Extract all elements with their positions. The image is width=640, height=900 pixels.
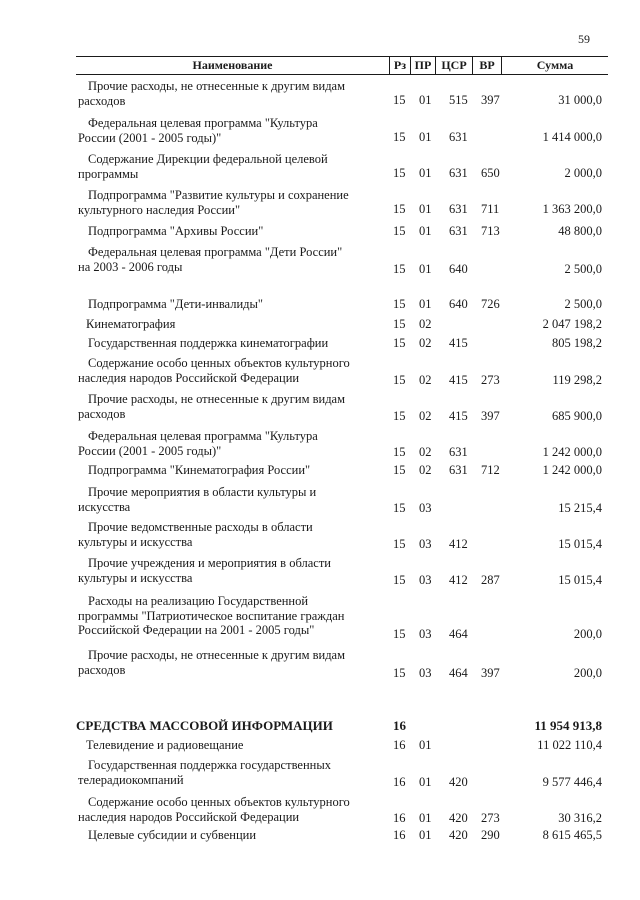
row-pr: 01 <box>419 166 432 180</box>
row-rz: 15 <box>393 202 406 216</box>
header-name: Наименование <box>192 58 273 72</box>
row-sum: 2 000,0 <box>564 166 602 180</box>
row-name: СРЕДСТВА МАССОВОЙ ИНФОРМАЦИИ <box>76 718 333 733</box>
row-rz: 15 <box>393 666 406 680</box>
row-csr: 415 <box>449 409 468 423</box>
row-vr: 397 <box>481 409 500 423</box>
row-name: Прочие расходы, не отнесенные к другим видам расходов <box>78 392 346 421</box>
row-sum: 1 242 000,0 <box>542 463 602 477</box>
row-sum: 8 615 465,5 <box>542 828 602 842</box>
row-rz: 16 <box>393 775 406 789</box>
row-vr: 713 <box>481 224 500 238</box>
row-rz: 15 <box>393 573 406 587</box>
row-pr: 01 <box>419 811 432 825</box>
row-pr: 02 <box>419 317 432 331</box>
row-csr: 412 <box>449 573 468 587</box>
row-vr: 711 <box>481 202 500 216</box>
row-rz: 15 <box>393 297 406 311</box>
row-name: Содержание особо ценных объектов культурного наследия народов Российской Федерации <box>78 795 350 824</box>
row-name: Подпрограмма "Развитие культуры и сохранение культурного наследия России" <box>78 188 349 217</box>
row-pr: 02 <box>419 409 432 423</box>
row-rz: 15 <box>393 373 406 387</box>
header-sum: Сумма <box>536 58 574 72</box>
row-sum: 119 298,2 <box>552 373 602 387</box>
header-rz: Рз <box>393 58 407 72</box>
row-sum: 15 215,4 <box>558 501 602 515</box>
row-pr: 01 <box>419 828 432 842</box>
row-vr: 397 <box>481 666 500 680</box>
row-sum: 15 015,4 <box>558 573 602 587</box>
row-sum: 15 015,4 <box>558 537 602 551</box>
row-name: Содержание особо ценных объектов культурного наследия народов Российской Федерации <box>78 356 350 385</box>
row-vr: 712 <box>481 463 500 477</box>
row-name: Прочие ведомственные расходы в области культуры и искусства <box>78 520 313 549</box>
row-name: Содержание Дирекции федеральной целевой программы <box>78 152 328 181</box>
row-rz: 16 <box>393 718 406 733</box>
row-pr: 01 <box>419 262 432 276</box>
row-name: Прочие расходы, не отнесенные к другим видам расходов <box>78 79 346 108</box>
row-sum: 685 900,0 <box>552 409 602 423</box>
row-rz: 15 <box>393 409 406 423</box>
row-sum: 30 316,2 <box>558 811 602 825</box>
row-name: Федеральная целевая программа "Дети России" на 2003 - 2006 годы <box>78 245 343 274</box>
row-csr: 412 <box>449 537 468 551</box>
row-csr: 515 <box>449 93 468 107</box>
row-rz: 15 <box>393 336 406 350</box>
header-vr: ВР <box>479 58 495 72</box>
row-pr: 01 <box>419 224 432 238</box>
row-rz: 15 <box>393 501 406 515</box>
row-csr: 631 <box>449 130 468 144</box>
row-sum: 31 000,0 <box>558 93 602 107</box>
row-rz: 15 <box>393 317 406 331</box>
row-csr: 420 <box>449 775 468 789</box>
row-pr: 03 <box>419 537 432 551</box>
row-csr: 631 <box>449 166 468 180</box>
row-rz: 15 <box>393 224 406 238</box>
row-pr: 03 <box>419 573 432 587</box>
row-name: Государственная поддержка кинематографии <box>88 336 329 350</box>
row-csr: 420 <box>449 811 468 825</box>
row-vr: 290 <box>481 828 500 842</box>
row-csr: 631 <box>449 463 468 477</box>
row-name: Расходы на реализацию Государственной программы "Патриотическое воспитание граждан Российской Федерации на 2001 - 2005 годы" <box>78 594 345 637</box>
row-csr: 640 <box>449 297 468 311</box>
row-vr: 273 <box>481 373 500 387</box>
row-name: Прочие мероприятия в области культуры и искусства <box>78 485 317 514</box>
row-vr: 650 <box>481 166 500 180</box>
row-rz: 15 <box>393 627 406 641</box>
row-name: Прочие учреждения и мероприятия в области культуры и искусства <box>78 556 331 585</box>
row-pr: 01 <box>419 202 432 216</box>
row-name: Телевидение и радиовещание <box>86 738 244 752</box>
row-pr: 02 <box>419 463 432 477</box>
row-name: Прочие расходы, не отнесенные к другим видам расходов <box>78 648 346 677</box>
row-pr: 03 <box>419 501 432 515</box>
row-sum: 2 500,0 <box>564 297 602 311</box>
row-sum: 2 500,0 <box>564 262 602 276</box>
row-rz: 15 <box>393 463 406 477</box>
row-vr: 397 <box>481 93 500 107</box>
row-sum: 200,0 <box>573 666 602 680</box>
row-vr: 273 <box>481 811 500 825</box>
row-csr: 464 <box>449 627 468 641</box>
row-sum: 11 022 110,4 <box>537 738 602 752</box>
row-pr: 01 <box>419 93 432 107</box>
row-pr: 03 <box>419 627 432 641</box>
row-vr: 726 <box>481 297 500 311</box>
row-csr: 464 <box>449 666 468 680</box>
row-name: Подпрограмма "Кинематография России" <box>88 463 311 477</box>
row-pr: 02 <box>419 445 432 459</box>
row-csr: 631 <box>449 445 468 459</box>
row-name: Федеральная целевая программа "Культура России (2001 - 2005 годы)" <box>78 429 318 458</box>
row-name: Подпрограмма "Архивы России" <box>88 224 264 238</box>
row-csr: 415 <box>449 373 468 387</box>
row-sum: 805 198,2 <box>552 336 602 350</box>
header-pr: ПР <box>414 58 432 72</box>
row-name: Государственная поддержка государственных телерадиокомпаний <box>78 758 331 787</box>
row-sum: 48 800,0 <box>558 224 602 238</box>
row-rz: 15 <box>393 166 406 180</box>
row-rz: 15 <box>393 262 406 276</box>
row-sum: 1 414 000,0 <box>542 130 602 144</box>
row-sum: 1 242 000,0 <box>542 445 602 459</box>
row-name: Подпрограмма "Дети-инвалиды" <box>88 297 264 311</box>
row-rz: 15 <box>393 445 406 459</box>
row-pr: 01 <box>419 738 432 752</box>
row-rz: 15 <box>393 537 406 551</box>
row-pr: 01 <box>419 130 432 144</box>
row-csr: 420 <box>449 828 468 842</box>
row-pr: 01 <box>419 775 432 789</box>
row-sum: 1 363 200,0 <box>542 202 602 216</box>
row-rz: 15 <box>393 130 406 144</box>
row-rz: 16 <box>393 828 406 842</box>
row-sum: 9 577 446,4 <box>542 775 602 789</box>
row-pr: 03 <box>419 666 432 680</box>
row-name: Федеральная целевая программа "Культура России (2001 - 2005 годы)" <box>78 116 318 145</box>
page-number: 59 <box>578 32 590 46</box>
row-pr: 02 <box>419 373 432 387</box>
table-header <box>76 56 608 75</box>
row-sum: 200,0 <box>573 627 602 641</box>
row-sum: 11 954 913,8 <box>534 718 602 733</box>
row-csr: 631 <box>449 224 468 238</box>
row-csr: 640 <box>449 262 468 276</box>
row-sum: 2 047 198,2 <box>542 317 602 331</box>
row-pr: 02 <box>419 336 432 350</box>
row-name: Кинематография <box>86 317 176 331</box>
row-pr: 01 <box>419 297 432 311</box>
row-rz: 16 <box>393 738 406 752</box>
header-csr: ЦСР <box>441 58 467 72</box>
row-name: Целевые субсидии и субвенции <box>88 828 257 842</box>
row-csr: 631 <box>449 202 468 216</box>
row-csr: 415 <box>449 336 468 350</box>
row-rz: 15 <box>393 93 406 107</box>
row-vr: 287 <box>481 573 500 587</box>
row-rz: 16 <box>393 811 406 825</box>
